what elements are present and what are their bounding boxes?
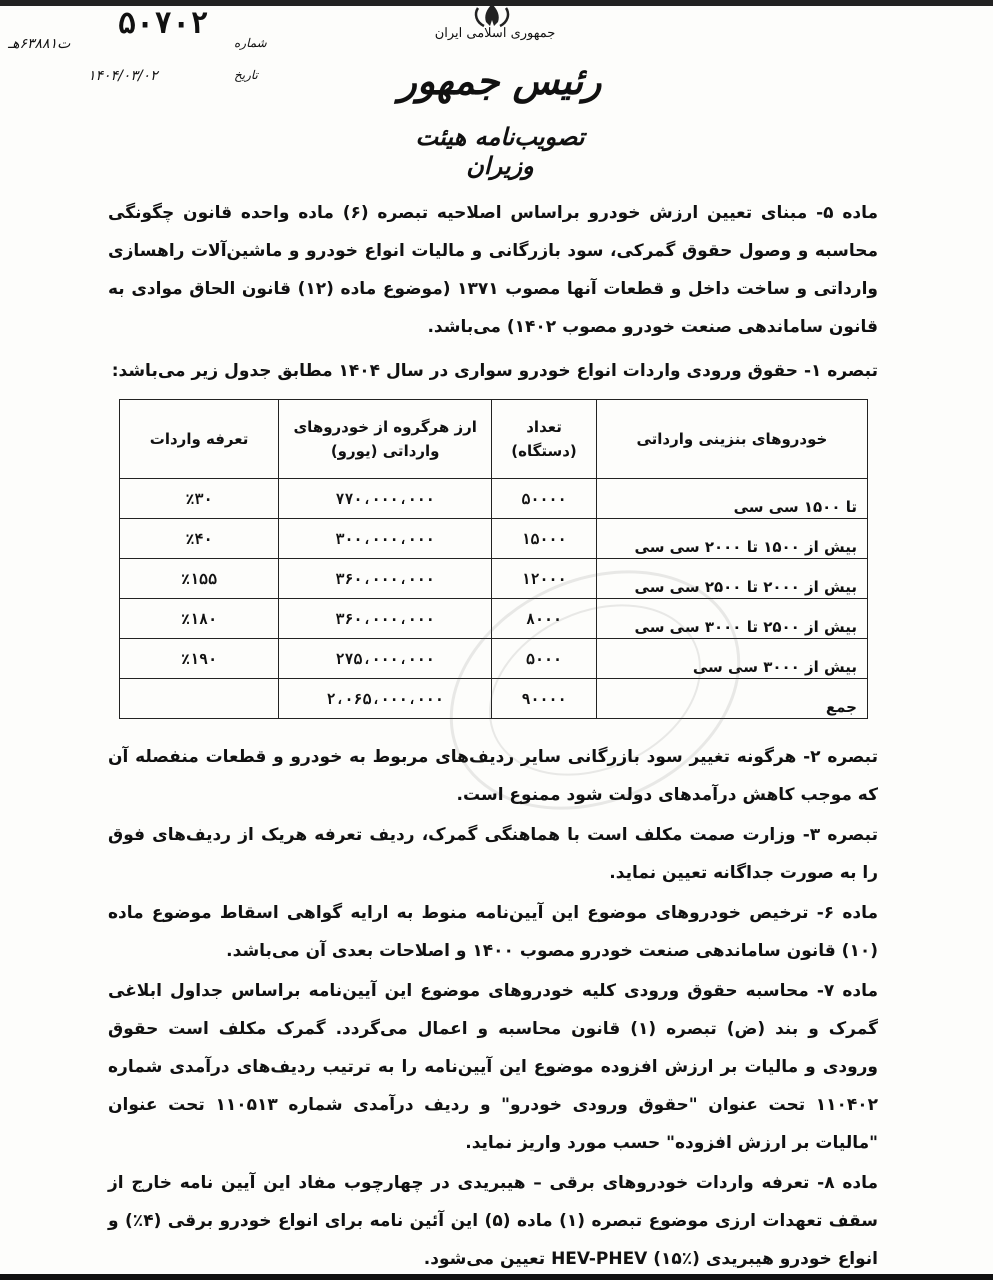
cell-count: ۱۵۰۰۰ xyxy=(492,519,597,559)
table-header-row xyxy=(120,400,868,479)
number-label: شماره xyxy=(234,36,267,50)
article-8-text: تعرفه واردات خودروهای برقی – هیبریدی در چهارچوب مفاد این آیین نامه خارج از سقف تعهدات ارزی موضوع تبصره (۱) ماده (۵) این آئین نامه برای انواع خودرو برقی (۴٪) و انواع خودرو هیبریدی HEV-PHEV (۱۵٪) تعیین می‌شود. xyxy=(108,1173,879,1269)
article-7-heading: ماده ۷- xyxy=(816,981,878,1001)
cell-tariff: ٪۱۸۰ xyxy=(120,599,279,639)
cell-count: ۵۰۰۰۰ xyxy=(492,479,597,519)
column-header-tariff: تعرفه واردات xyxy=(120,400,279,479)
cell-vehicle: بیش از ۲۰۰۰ تا ۲۵۰۰ سی سی xyxy=(596,559,867,599)
cell-vehicle: بیش از ۲۵۰۰ تا ۳۰۰۰ سی سی xyxy=(596,599,867,639)
article-6-text: ترخیص خودروهای موضوع این آیین‌نامه منوط به ارایه گواهی اسقاط موضوع ماده (۱۰) قانون ساماندهی صنعت خودرو مصوب ۱۴۰۰ و اصلاحات بعدی آن می‌باشد. xyxy=(108,903,878,961)
date-label: تاریخ xyxy=(234,68,258,82)
article-5-text: مبنای تعیین ارزش خودرو براساس اصلاحیه تبصره (۶) ماده واحده قانون چگونگی محاسبه و وصول حقوق گمرکی، سود بازرگانی و مالیات انواع خودرو و ماشین‌آلات راهسازی وارداتی و ساخت داخل و قطعات آنها مصوب ۱۳۷۱ (موضوع ماده (۱۲) قانون الحاق موادی به قانون ساماندهی صنعت خودرو مصوب ۱۴۰۲) می‌باشد. xyxy=(108,203,878,337)
cell-count: ۵۰۰۰ xyxy=(492,639,597,679)
note-1-text: حقوق ورودی واردات انواع خودرو سواری در سال ۱۴۰۴ مطابق جدول زیر می‌باشد: xyxy=(111,361,799,381)
cabinet-title: تصویب‌نامه هیئت وزیران xyxy=(415,122,585,180)
article-5 xyxy=(108,194,878,346)
article-8 xyxy=(108,1164,878,1278)
republic-title: جمهوری اسلامی ایران xyxy=(434,26,556,41)
cell-total-tariff xyxy=(120,679,279,719)
table-row xyxy=(120,479,868,519)
cell-total-count: ۹۰۰۰۰ xyxy=(492,679,597,719)
date-value: ۱۴۰۴/۰۳/۰۲ xyxy=(88,68,158,84)
bottom-border xyxy=(0,1274,993,1280)
cell-amount: ۳۶۰،۰۰۰،۰۰۰ xyxy=(279,559,492,599)
reference-number: ت۶۳۸۸۱هـ xyxy=(8,36,71,52)
note-1-heading: تبصره ۱- xyxy=(803,361,878,381)
article-7 xyxy=(108,972,878,1162)
cell-tariff: ٪۱۵۵ xyxy=(120,559,279,599)
president-title: رئیس جمهور xyxy=(398,58,602,103)
table-row xyxy=(120,519,868,559)
cell-total-amount: ۲،۰۶۵،۰۰۰،۰۰۰ xyxy=(279,679,492,719)
note-1 xyxy=(108,352,878,390)
document-number: ۵۰۷۰۲ xyxy=(118,6,209,41)
cell-amount: ۲۷۵،۰۰۰،۰۰۰ xyxy=(279,639,492,679)
cell-total-label: جمع xyxy=(596,679,867,719)
cell-tariff: ٪۳۰ xyxy=(120,479,279,519)
cell-vehicle: بیش از ۳۰۰۰ سی سی xyxy=(596,639,867,679)
cell-tariff: ٪۱۹۰ xyxy=(120,639,279,679)
cell-amount: ۳۶۰،۰۰۰،۰۰۰ xyxy=(279,599,492,639)
cell-vehicle: بیش از ۱۵۰۰ تا ۲۰۰۰ سی سی xyxy=(596,519,867,559)
article-6 xyxy=(108,894,878,970)
article-8-heading: ماده ۸- xyxy=(817,1173,879,1193)
cell-tariff: ٪۴۰ xyxy=(120,519,279,559)
cell-amount: ۷۷۰،۰۰۰،۰۰۰ xyxy=(279,479,492,519)
column-header-vehicles: خودروهای بنزینی وارداتی xyxy=(596,400,867,479)
note-2: تبصره ۲- هرگونه تغییر سود بازرگانی سایر ردیف‌های مربوط به خودرو و قطعات منفصله آن که موجب کاهش درآمدهای دولت شود ممنوع است. xyxy=(108,747,878,805)
article-7-text: محاسبه حقوق ورودی کلیه خودروهای موضوع این آیین‌نامه براساس جداول ابلاغی گمرک و بند (ض) تبصره (۱) قانون محاسبه و اعمال می‌گردد. گمرک مکلف است حقوق ورودی و مالیات بر ارزش افزوده موضوع این آیین‌نامه را به ترتیب ردیف‌های درآمدی شماره ۱۱۰۴۰۲ تحت عنوان "حقوق ورودی خودرو" و ردیف درآمدی شماره ۱۱۰۵۱۳ تحت عنوان "مالیات بر ارزش افزوده" حسب مورد واریز نماید. xyxy=(108,981,878,1153)
emblem-icon xyxy=(468,2,516,28)
note-3: تبصره ۳- وزارت صمت مکلف است با هماهنگی گمرک، ردیف تعرفه هریک از ردیف‌های فوق را به صورت جداگانه تعیین نماید. xyxy=(108,825,878,883)
cell-vehicle: تا ۱۵۰۰ سی سی xyxy=(596,479,867,519)
cell-count: ۱۲۰۰۰ xyxy=(492,559,597,599)
article-6-heading: ماده ۶- xyxy=(816,903,878,923)
cell-count: ۸۰۰۰ xyxy=(492,599,597,639)
column-header-currency: ارز هرگروه از خودروهای وارداتی (یورو) xyxy=(279,400,492,479)
column-header-count: تعداد (دستگاه) xyxy=(492,400,597,479)
cell-amount: ۳۰۰،۰۰۰،۰۰۰ xyxy=(279,519,492,559)
article-5-heading: ماده ۵- xyxy=(816,203,879,223)
